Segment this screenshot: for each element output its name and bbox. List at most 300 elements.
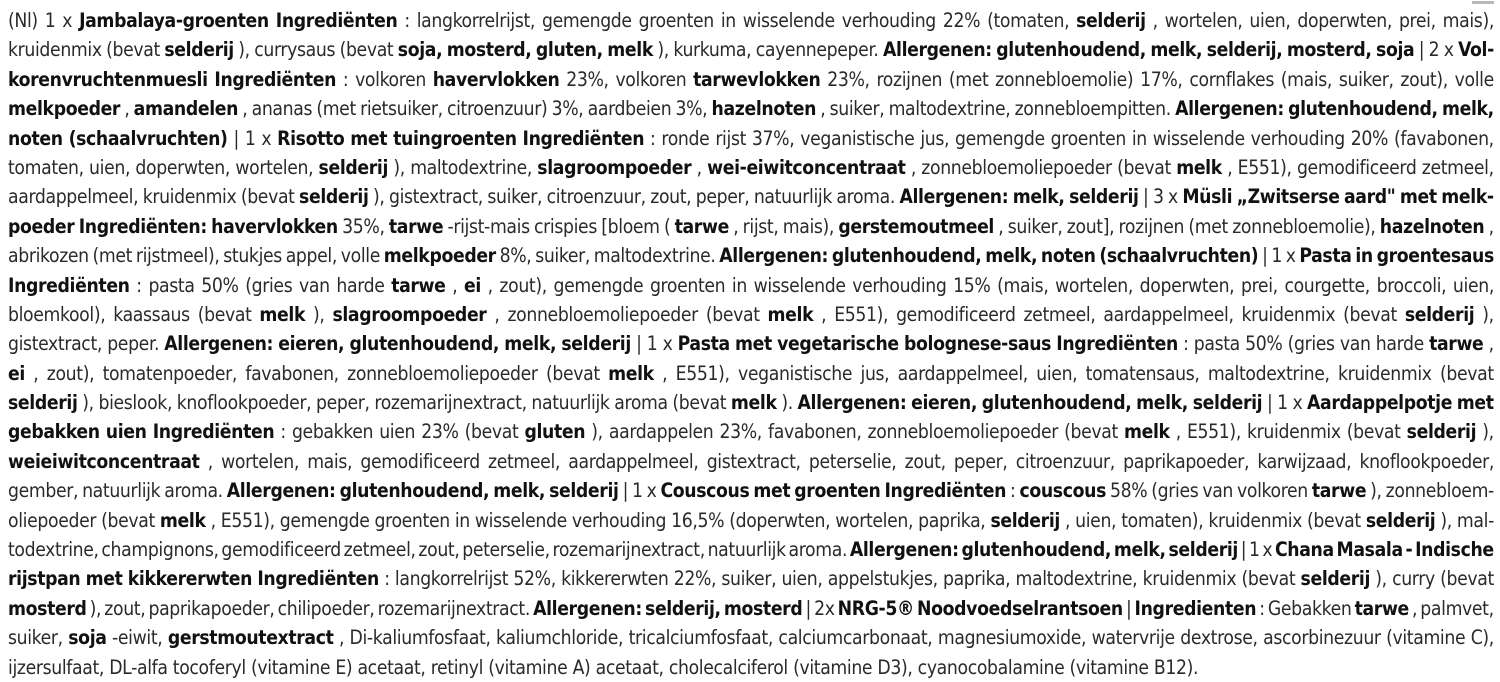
word: 23%, — [827, 67, 870, 91]
word: , — [662, 361, 668, 385]
bold-word: selderij — [1300, 567, 1371, 591]
word: aardappelmeel, — [568, 449, 699, 473]
word: 35%, — [342, 214, 385, 238]
word: ananas — [251, 97, 313, 121]
word: groenten — [1050, 126, 1126, 150]
word: Di-kaliumfosfaat, — [349, 626, 491, 650]
word: watervrije — [1091, 626, 1175, 650]
word: (gries — [1151, 479, 1199, 503]
bold-word: hazelnoten — [1379, 214, 1485, 238]
word: gistextract, — [388, 185, 483, 209]
bold-word: selderij — [8, 391, 78, 415]
word: , — [487, 273, 493, 297]
text-line — [8, 653, 1494, 682]
word: doperwten, — [1139, 273, 1235, 297]
bold-word: Ingrediënten — [522, 126, 645, 150]
word: 23% — [421, 420, 459, 444]
word: verhouding — [841, 9, 936, 32]
bold-word: glutenhoudend, — [996, 38, 1146, 62]
bold-word: Müsli — [1182, 185, 1233, 209]
word: zonnebloempitten. — [1014, 97, 1171, 121]
word: 1 — [44, 9, 56, 32]
word: (favabonen, — [1393, 126, 1494, 150]
word: gemodificeerd — [896, 302, 1016, 326]
word: | — [636, 332, 642, 356]
word: ), — [1370, 479, 1382, 503]
word: ), — [89, 596, 102, 620]
word: maltodextrine, — [410, 155, 532, 179]
bold-word: selderij — [1076, 9, 1146, 32]
word: wortelen, — [1164, 9, 1243, 32]
word: , — [1064, 508, 1071, 532]
word: natuurlijk — [707, 538, 786, 562]
bold-word: poeder — [8, 214, 75, 238]
bold-word: soja, — [397, 38, 443, 62]
word: 8%, — [499, 244, 532, 268]
bold-word: melk, — [1441, 97, 1494, 121]
word: ), — [1375, 567, 1387, 591]
word: volkoren — [615, 67, 687, 91]
word: jus, — [920, 126, 950, 150]
word: , — [1175, 420, 1181, 444]
bold-word: eieren, — [911, 391, 978, 415]
word: kruidenmix — [1337, 361, 1432, 385]
bold-word: Risotto — [277, 126, 345, 150]
word: : — [136, 273, 142, 297]
word: : — [1010, 479, 1016, 503]
word: rozemarijnextract. — [377, 596, 530, 620]
word: bieslook, — [98, 391, 173, 415]
word: harde — [336, 273, 385, 297]
word: , — [1152, 9, 1158, 32]
bold-word: mosterd — [723, 596, 803, 620]
word: x — [662, 332, 673, 356]
bold-word: Ingrediënten — [8, 273, 130, 297]
bold-word: Ingrediënten — [1056, 332, 1178, 356]
text-line — [8, 388, 1494, 417]
bold-word: groentesaus — [1376, 244, 1494, 268]
word: volle — [1454, 67, 1494, 91]
word: (met — [948, 67, 989, 91]
word: gember, — [8, 479, 79, 503]
word: | — [622, 479, 629, 503]
word: (vitamine — [1069, 655, 1149, 679]
bold-word: Allergenen: — [1175, 97, 1284, 121]
word: E551), — [675, 361, 730, 385]
bold-word: melk, — [985, 244, 1038, 268]
word: peper, — [316, 391, 370, 415]
word: oliepoeder — [8, 508, 97, 532]
word: gistextract, — [706, 449, 801, 473]
bold-word: selderij — [299, 185, 369, 209]
word: | — [1418, 38, 1425, 62]
bold-word: glutenhoudend, — [961, 538, 1112, 562]
bold-word: melk — [767, 302, 814, 326]
bold-word: glutenhoudend, — [339, 479, 490, 503]
text-line — [8, 506, 1494, 535]
bold-word: vegetarische — [777, 332, 899, 356]
word: | — [1125, 596, 1132, 620]
bold-word: couscous — [1019, 479, 1106, 503]
word: ), — [313, 302, 325, 326]
word: uien, — [89, 155, 131, 179]
bold-word: tarwe — [391, 273, 446, 297]
word: zout, — [104, 596, 146, 620]
bold-word: Ingredienten — [1134, 596, 1257, 620]
word: tomatensaus, — [1085, 361, 1200, 385]
word: kurkuma, — [673, 38, 752, 62]
word: (bevat — [1307, 508, 1361, 532]
text-line — [8, 564, 1494, 593]
word: gemengde — [955, 126, 1045, 150]
word: karwijzaad, — [1257, 449, 1352, 473]
word: gemodificeerd — [221, 538, 341, 562]
word: 52%, — [513, 567, 556, 591]
text-line — [8, 271, 1494, 300]
bold-word: tarwe — [388, 214, 444, 238]
word: calciumcarbonaat, — [778, 626, 933, 650]
word: wisselende — [742, 9, 835, 32]
word: 23%, — [719, 420, 762, 444]
bold-word: (schaalvruchten) — [1099, 244, 1259, 268]
word: verhouding — [571, 508, 667, 532]
word: E551), — [1186, 420, 1241, 444]
word: ), — [393, 155, 405, 179]
bold-word: melk — [259, 302, 306, 326]
bold-word: melk, — [1012, 185, 1065, 209]
word: , — [1488, 332, 1494, 356]
word: groenten — [649, 273, 726, 297]
bold-word: Ingrediënten — [152, 420, 275, 444]
bold-word: mosterd, — [1286, 38, 1372, 62]
word: (vitamine — [1386, 626, 1466, 650]
word: : — [1259, 596, 1265, 620]
word: rijstmeel), — [135, 244, 220, 268]
word: ), — [591, 420, 603, 444]
bold-word: glutenhoudend, — [831, 244, 982, 268]
word: peper. — [107, 332, 160, 356]
bold-word: aard" — [1344, 185, 1396, 209]
word: wisselende — [753, 273, 846, 297]
bold-word: gluten, — [535, 38, 603, 62]
word: zonnebloemoliepoeder — [507, 302, 698, 326]
word: | — [1240, 538, 1247, 562]
word: aardappelen — [608, 420, 714, 444]
bold-word: Allergenen: — [797, 391, 907, 415]
word: [bloem — [601, 214, 660, 238]
word: (vitamine — [251, 655, 331, 679]
word: kaliumchloride, — [496, 626, 624, 650]
bold-word: melk — [159, 508, 206, 532]
text-line — [8, 94, 1494, 123]
word: wortelen, — [835, 508, 914, 532]
word: champignons, — [101, 538, 219, 562]
word: favabonen, — [768, 420, 862, 444]
bold-word: Allergenen: — [164, 332, 274, 356]
word: natuurlijk — [531, 391, 610, 415]
word: D3), — [877, 655, 913, 679]
word: (bevat — [464, 420, 519, 444]
bold-word: NRG-5® — [837, 596, 914, 620]
word: (vitamine — [488, 655, 568, 679]
bold-word: korenvruchtenmuesli — [8, 67, 208, 91]
bold-word: met — [753, 479, 791, 503]
word: maltodextrine, — [1015, 567, 1138, 591]
word: 37%, — [751, 126, 795, 150]
word: mais), — [782, 214, 835, 238]
word: 22%, — [673, 567, 717, 591]
word: kruidenmix — [1247, 420, 1341, 444]
word: palmvet, — [1420, 596, 1494, 620]
ingredients-label-text — [8, 6, 1494, 682]
word: x — [1262, 538, 1273, 562]
word: (bevat — [1440, 567, 1494, 591]
bold-word: Ingrediënten — [275, 9, 398, 32]
word: suiker, — [8, 626, 63, 650]
text-line — [8, 535, 1494, 564]
word: suiker, — [1007, 214, 1063, 238]
word: maltodextrine, — [1207, 361, 1330, 385]
word: B12). — [1153, 655, 1199, 679]
word: kaassaus — [113, 302, 190, 326]
bold-word: selderij — [1365, 508, 1436, 532]
word: tricalciumfosfaat, — [628, 626, 773, 650]
word: 3%, — [551, 97, 584, 121]
bold-word: Masala — [1336, 538, 1403, 562]
word: , — [33, 361, 39, 385]
bold-word: Allergenen: — [226, 479, 336, 503]
word: (bevat — [672, 391, 727, 415]
word: van — [1339, 332, 1371, 356]
bold-word: wei-eiwitconcentraat — [707, 155, 906, 179]
word: mal- — [1456, 508, 1494, 532]
word: in — [731, 273, 747, 297]
bold-word: melk, — [1136, 391, 1189, 415]
bold-word: uien — [105, 420, 147, 444]
bold-word: glutenhoudend, — [1288, 97, 1438, 121]
text-line — [8, 476, 1494, 505]
word: aroma — [614, 391, 668, 415]
word: wisselende — [474, 508, 567, 532]
word: gemodificeerd — [360, 449, 480, 473]
text-line — [8, 623, 1494, 652]
bold-word: bolognese-saus — [903, 332, 1052, 356]
bold-word: mosterd, — [446, 38, 532, 62]
word: citroenzuur, — [546, 185, 646, 209]
word: peterselie, — [808, 449, 897, 473]
word: ). — [781, 391, 793, 415]
word: zetmeel, — [488, 449, 561, 473]
word: : — [650, 126, 656, 150]
word: 3 — [1152, 185, 1164, 209]
word: E551), — [220, 508, 275, 532]
bold-word: selderij — [1404, 302, 1475, 326]
word: kruidenmix — [1142, 567, 1237, 591]
word: | — [1262, 244, 1268, 268]
bold-word: melk — [607, 38, 653, 62]
bold-word: Ingrediënten — [884, 479, 1007, 503]
word: van — [1202, 479, 1234, 503]
word: bloemkool), — [8, 302, 106, 326]
word: ijzersulfaat, — [8, 655, 105, 679]
word: 1 — [1248, 538, 1260, 562]
word: wortelen, — [221, 449, 299, 473]
bold-word: selderij — [164, 38, 234, 62]
word: kruidenmix — [8, 38, 102, 62]
word: | — [1143, 185, 1149, 209]
bold-word: soja — [68, 626, 107, 650]
bold-word: melk, — [1150, 38, 1203, 62]
text-line — [8, 300, 1494, 329]
word: ( — [663, 214, 671, 238]
word: appelstukjes, — [827, 567, 938, 591]
word: natuurlijk — [82, 479, 161, 503]
bold-word: noten — [1040, 244, 1096, 268]
bold-word: glutenhoudend, — [349, 332, 500, 356]
word: x — [1292, 391, 1303, 415]
word: x — [1168, 185, 1178, 209]
bold-word: selderij — [318, 155, 389, 179]
word: harde — [1375, 332, 1424, 356]
word: zonnebloemoliepoeder — [347, 361, 538, 385]
word: : — [1183, 332, 1189, 356]
word: groenten — [638, 9, 714, 32]
text-line — [8, 124, 1494, 153]
word: natuurlijk — [753, 185, 832, 209]
word: uien, — [1036, 361, 1078, 385]
word: : — [280, 420, 286, 444]
word: gistextract, — [8, 332, 102, 356]
bold-word: melk, — [493, 479, 546, 503]
bold-word: havervlokken — [211, 214, 338, 238]
bold-word: tuingroenten — [393, 126, 517, 150]
text-line — [8, 241, 1494, 270]
bold-word: in — [1355, 244, 1373, 268]
word: citroenzuur) — [446, 97, 548, 121]
word: gemodificeerd — [1296, 155, 1417, 179]
word: citroenzuur, — [1015, 449, 1115, 473]
bold-word: hazelnoten — [711, 97, 817, 121]
word: pasta — [148, 273, 195, 297]
text-line — [8, 35, 1494, 64]
word: , — [998, 214, 1004, 238]
word: aroma. — [788, 538, 848, 562]
word: (doperwten, — [729, 508, 831, 532]
word: groenten — [374, 508, 450, 532]
word: crispies — [534, 214, 597, 238]
word: , — [733, 214, 739, 238]
word: zonnebloemoliepoeder — [867, 420, 1059, 444]
bold-word: melkpoeder — [383, 244, 496, 268]
bold-word: Vol- — [1458, 38, 1494, 62]
bold-word: Aardappelpotje — [1307, 391, 1453, 415]
word: van — [299, 273, 330, 297]
bold-word: selderij — [1069, 185, 1139, 209]
word: cornflakes — [1189, 67, 1274, 91]
text-line — [8, 65, 1494, 94]
word: suiker, — [721, 567, 777, 591]
bold-word: Chana — [1274, 538, 1334, 562]
text-line — [8, 594, 1494, 623]
word: zetmeel, — [1421, 155, 1494, 179]
bold-word: met — [1456, 391, 1494, 415]
bold-word: - — [1405, 538, 1413, 562]
word: gemengde — [553, 273, 644, 297]
word: cyanocobalamine — [917, 655, 1065, 679]
word: knoflookpoeder, — [176, 391, 312, 415]
bold-word: Indische — [1415, 538, 1494, 562]
word: 58% — [1109, 479, 1148, 503]
bold-word: tarwe — [1354, 596, 1409, 620]
word: 15% — [953, 273, 991, 297]
bold-word: selderij — [1168, 538, 1238, 562]
bold-word: tarwevlokken — [693, 67, 821, 91]
word: ), — [1482, 420, 1494, 444]
word: (bevat — [197, 302, 252, 326]
word: gebakken — [291, 420, 374, 444]
word: todextrine, — [8, 538, 99, 562]
bold-word: Pasta — [677, 332, 730, 356]
word: zout), — [1400, 67, 1448, 91]
word: E551), — [1237, 155, 1292, 179]
bold-word: Pasta — [1299, 244, 1352, 268]
word: 1 — [632, 479, 643, 503]
bold-word: Couscous — [660, 479, 750, 503]
word: 50% — [201, 273, 239, 297]
word: currysaus — [254, 38, 336, 62]
word: doperwten, — [1297, 9, 1393, 32]
word: 3%, — [675, 97, 708, 121]
word: rozemarijnextract, — [552, 538, 705, 562]
word: rozijnen — [1118, 214, 1185, 238]
word: 2x — [814, 596, 835, 620]
text-line — [8, 182, 1494, 211]
bold-word: tarwe — [674, 214, 729, 238]
bold-word: tarwe — [1311, 479, 1367, 503]
word: favabonen, — [245, 361, 339, 385]
word: peper, — [953, 449, 1008, 473]
bold-word: selderij — [1192, 391, 1263, 415]
word: C), — [1470, 626, 1494, 650]
word: zout), — [46, 361, 95, 385]
word: , — [207, 449, 213, 473]
word: zonnebloem- — [1385, 479, 1494, 503]
bold-word: selderij, — [1206, 38, 1283, 62]
bold-word: Ingrediënten: — [78, 214, 207, 238]
word: uien, — [1452, 273, 1494, 297]
bold-word: gebakken — [8, 420, 100, 444]
word: verhouding — [1250, 126, 1345, 150]
word: volkoren — [355, 67, 426, 91]
text-line — [8, 6, 1494, 35]
word: (tomaten, — [987, 9, 1070, 32]
word: 2 — [1428, 38, 1440, 62]
word: , — [1488, 214, 1494, 238]
word: retinyl — [430, 655, 484, 679]
word: gemengde — [541, 9, 632, 32]
word: 1 — [1271, 244, 1282, 268]
text-line — [8, 212, 1494, 241]
word: prei, — [1398, 9, 1436, 32]
word: | — [233, 126, 239, 150]
word: ), — [1482, 302, 1494, 326]
word: 17%, — [1140, 67, 1183, 91]
bold-word: melkpoeder — [8, 97, 121, 121]
word: , — [452, 273, 458, 297]
word: (gries — [245, 273, 293, 297]
word: stukjes — [223, 244, 282, 268]
word: in — [720, 9, 736, 32]
